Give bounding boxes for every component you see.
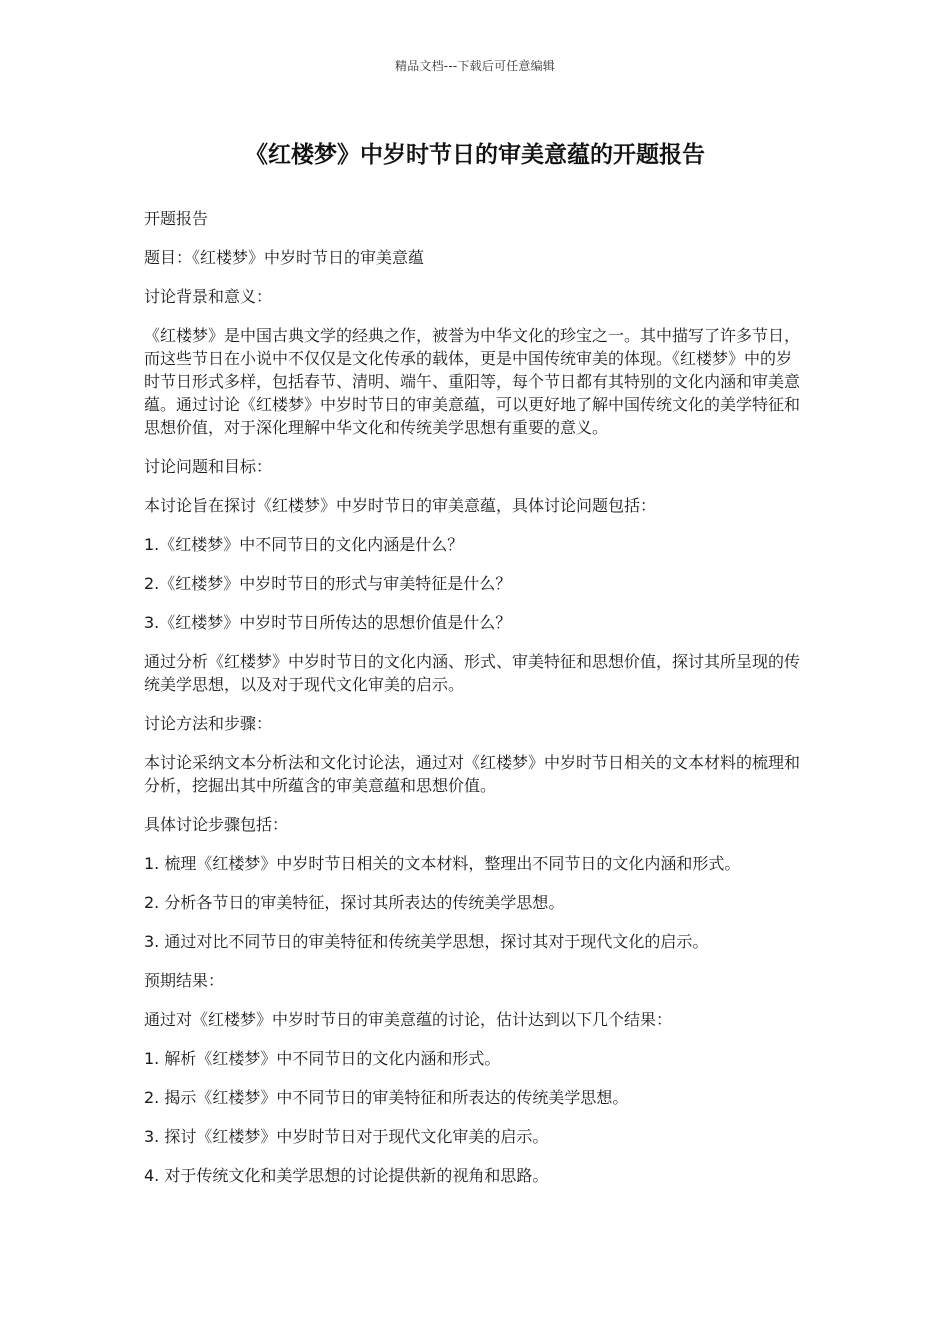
body-paragraph: 《红楼梦》是中国古典文学的经典之作，被誉为中华文化的珍宝之一。其中描写了许多节日，而这些节日在小说中不仅仅是文化传承的载体，更是中国传统审美的体现。《红楼梦》中的岁时节日形式多样，包括春节、清明、端午、重阳等，每个节日都有其特别的文化内涵和审美意蕴。通过讨论《红楼梦》中岁时节日的审美意蕴，可以更好地了解中国传统文化的美学特征和思想价值，对于深化理解中华文化和传统美学思想有重要的意义。 xyxy=(144,326,801,437)
document-body xyxy=(144,207,804,1203)
section-label: 开题报告 xyxy=(144,209,209,228)
section-heading: 讨论问题和目标： xyxy=(144,457,273,476)
list-item: 1.《红楼梦》中不同节日的文化内涵是什么？ xyxy=(144,535,464,554)
section-heading: 预期结果： xyxy=(144,971,225,990)
section-heading: 讨论背景和意义： xyxy=(144,287,273,306)
section-heading: 讨论方法和步骤： xyxy=(144,714,273,733)
topic-line: 题目：《红楼梦》中岁时节日的审美意蕴 xyxy=(144,248,425,267)
list-item: 3. 通过对比不同节日的审美特征和传统美学思想，探讨其对于现代文化的启示。 xyxy=(144,932,709,951)
list-item: 2. 分析各节日的审美特征，探讨其所表达的传统美学思想。 xyxy=(144,893,565,912)
list-item: 2.《红楼梦》中岁时节日的形式与审美特征是什么？ xyxy=(144,574,512,593)
body-paragraph: 本讨论旨在探讨《红楼梦》中岁时节日的审美意蕴，具体讨论问题包括： xyxy=(144,496,657,515)
list-item: 1. 梳理《红楼梦》中岁时节日相关的文本材料，整理出不同节日的文化内涵和形式。 xyxy=(144,854,741,873)
list-item: 2. 揭示《红楼梦》中不同节日的审美特征和所表达的传统美学思想。 xyxy=(144,1088,629,1107)
document-title: 《红楼梦》中岁时节日的审美意蕴的开题报告 xyxy=(245,142,705,168)
list-item: 3. 探讨《红楼梦》中岁时节日对于现代文化审美的启示。 xyxy=(144,1127,549,1146)
body-paragraph: 本讨论采纳文本分析法和文化讨论法，通过对《红楼梦》中岁时节日相关的文本材料的梳理和分析，挖掘出其中所蕴含的审美意蕴和思想价值。 xyxy=(144,753,801,795)
list-item: 1. 解析《红楼梦》中不同节日的文化内涵和形式。 xyxy=(144,1049,501,1068)
body-paragraph: 通过分析《红楼梦》中岁时节日的文化内涵、形式、审美特征和思想价值，探讨其所呈现的传统美学思想，以及对于现代文化审美的启示。 xyxy=(144,652,801,694)
list-item: 3.《红楼梦》中岁时节日所传达的思想价值是什么？ xyxy=(144,613,512,632)
body-paragraph: 通过对《红楼梦》中岁时节日的审美意蕴的讨论，估计达到以下几个结果： xyxy=(144,1010,673,1029)
list-item: 4. 对于传统文化和美学思想的讨论提供新的视角和思路。 xyxy=(144,1166,549,1185)
section-heading: 具体讨论步骤包括： xyxy=(144,815,289,834)
header-note: 精品文档---下载后可任意编辑 xyxy=(395,59,555,73)
